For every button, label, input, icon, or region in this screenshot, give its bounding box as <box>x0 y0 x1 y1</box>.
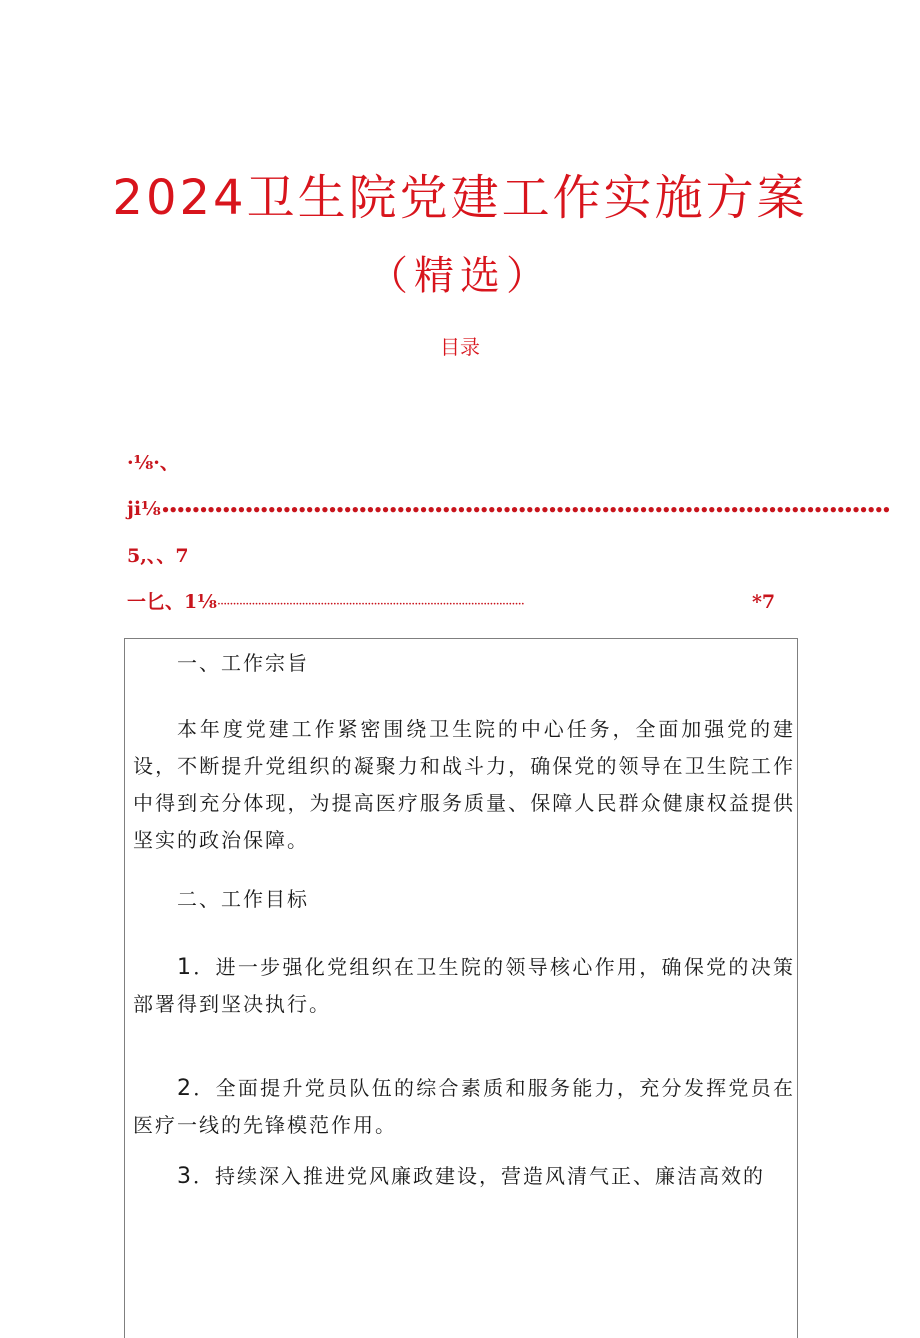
toc-entry-4[interactable] <box>127 589 777 618</box>
toc-entry-4-page: *7 <box>752 591 776 613</box>
toc-entry-4-label: 一匕、1⅛ <box>127 591 217 613</box>
toc-entry-1[interactable] <box>127 450 179 476</box>
goal-item-1 <box>133 949 795 1023</box>
goal-item-1-number: 1 <box>177 955 193 980</box>
goal-item-3-text: ．持续深入推进党风廉政建设，营造风清气正、廉洁高效的 <box>193 1164 765 1188</box>
goal-item-2 <box>133 1070 795 1144</box>
toc-entry-1-label: ·⅛·、 <box>127 452 179 474</box>
toc-entry-2[interactable] <box>127 496 890 523</box>
toc-entry-2-label: ji⅛ <box>127 498 161 520</box>
goal-item-3-number: 3 <box>177 1164 193 1189</box>
toc-entry-3-label: 5,、、7 <box>127 545 189 567</box>
toc-entry-4-leader: ·································································································· <box>216 597 524 612</box>
document-subtitle: （精选） <box>368 253 552 299</box>
goal-item-1-text: ．进一步强化党组织在卫生院的领导核心作用，确保党的决策部署得到坚决执行。 <box>133 955 795 1016</box>
document-title: 2024卫生院党建工作实施方案 <box>112 170 808 226</box>
goal-item-2-text: ．全面提升党员队伍的综合素质和服务能力，充分发挥党员在医疗一线的先锋模范作用。 <box>133 1076 795 1137</box>
section-1-body: 本年度党建工作紧密围绕卫生院的中心任务，全面加强党的建设，不断提升党组织的凝聚力和战斗力，确保党的领导在卫生院工作中得到充分体现，为提高医疗服务质量、保障人民群众健康权益提供坚实的政治保障。 <box>133 717 795 852</box>
section-2-heading: 二、工作目标 <box>177 887 309 911</box>
content-box <box>124 638 798 1338</box>
toc-entry-3[interactable] <box>127 543 189 569</box>
section-1-heading: 一、工作宗旨 <box>177 651 309 675</box>
toc-entry-2-leader: •••••••••••••••••••••••••••••••••••••••••••••••••••••••••••••••••••••••••••••••••••••••••••••••• <box>160 501 890 519</box>
toc-heading: 目录 <box>440 335 480 359</box>
goal-item-2-number: 2 <box>177 1076 193 1101</box>
goal-item-3 <box>133 1158 795 1195</box>
